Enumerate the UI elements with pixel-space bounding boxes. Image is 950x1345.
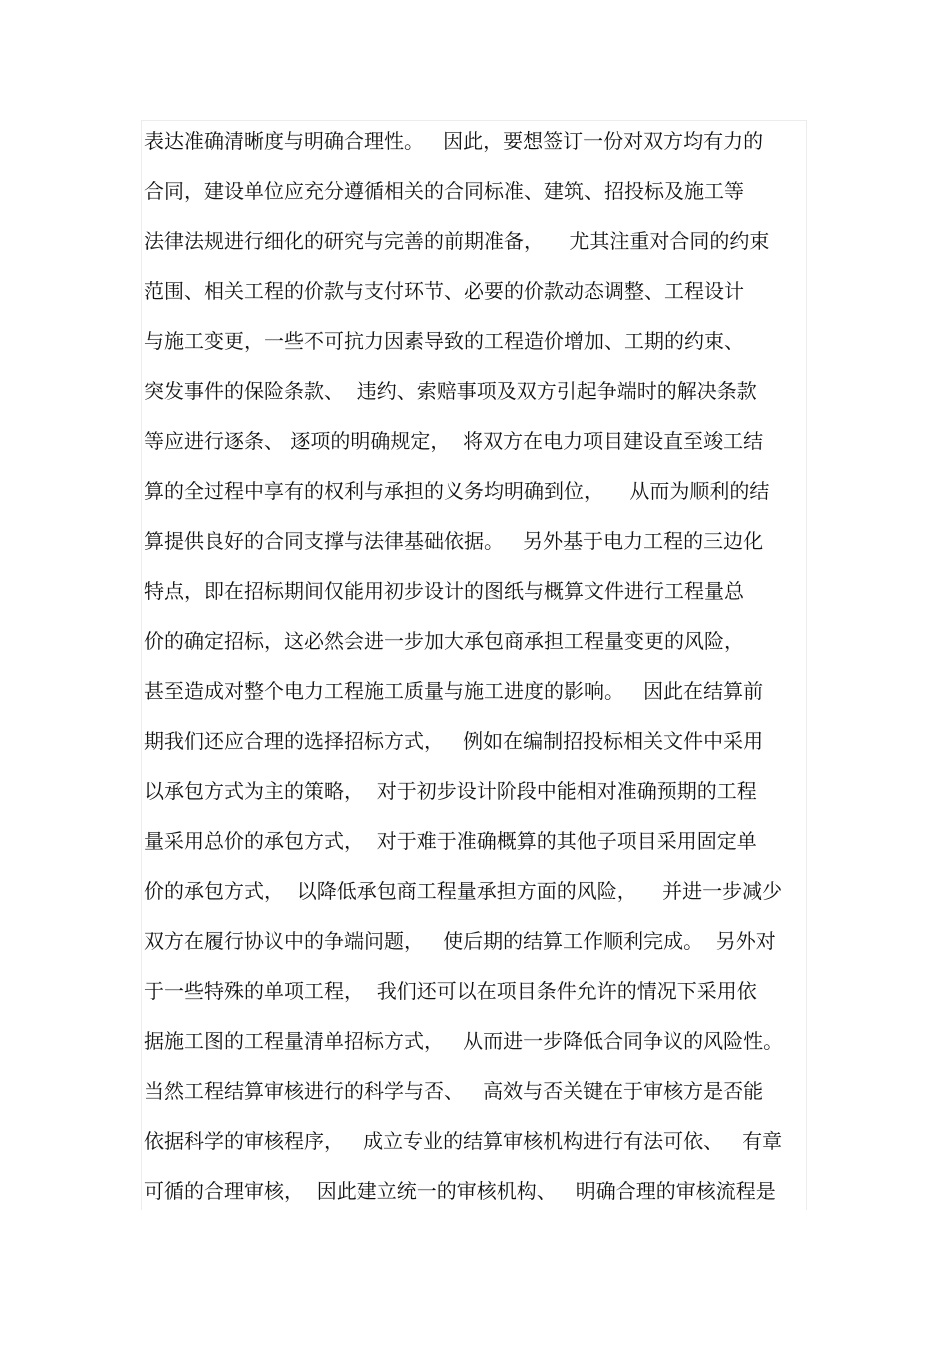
text-line: 突发事件的保险条款、 违约、索赔事项及双方引起争端时的解决条款 xyxy=(144,379,757,403)
text-line: 合同，建设单位应充分遵循相关的合同标准、建筑、招投标及施工等 xyxy=(144,179,744,203)
text-line: 算的全过程中享有的权利与承担的义务均明确到位， 从而为顺利的结 xyxy=(144,479,770,503)
text-line: 价的确定招标，这必然会进一步加大承包商承担工程量变更的风险， xyxy=(144,629,744,653)
text-line: 据施工图的工程量清单招标方式， 从而进一步降低合同争议的风险性。 xyxy=(144,1029,784,1053)
text-line: 等应进行逐条、 逐项的明确规定， 将双方在电力项目建设直至竣工结 xyxy=(144,429,764,453)
text-line: 与施工变更，一些不可抗力因素导致的工程造价增加、工期的约束、 xyxy=(144,329,744,353)
text-line: 以承包方式为主的策略， 对于初步设计阶段中能相对准确预期的工程 xyxy=(144,779,757,803)
text-line: 范围、相关工程的价款与支付环节、必要的价款动态调整、工程设计 xyxy=(144,279,744,303)
text-line: 可循的合理审核， 因此建立统一的审核机构、 明确合理的审核流程是 xyxy=(144,1179,776,1203)
text-line: 法律法规进行细化的研究与完善的前期准备， 尤其注重对合同的约束 xyxy=(144,229,770,253)
text-line: 期我们还应合理的选择招标方式， 例如在编制招投标相关文件中采用 xyxy=(144,729,764,753)
text-line: 算提供良好的合同支撑与法律基础依据。 另外基于电力工程的三边化 xyxy=(144,529,764,553)
text-line: 表达准确清晰度与明确合理性。 因此，要想签订一份对双方均有力的 xyxy=(144,129,764,153)
text-line: 特点，即在招标期间仅能用初步设计的图纸与概算文件进行工程量总 xyxy=(144,579,744,603)
text-line: 价的承包方式， 以降低承包商工程量承担方面的风险， 并进一步减少 xyxy=(144,879,783,903)
text-line: 依据科学的审核程序， 成立专业的结算审核机构进行有法可依、 有章 xyxy=(144,1129,783,1153)
text-line: 当然工程结算审核进行的科学与否、 高效与否关键在于审核方是否能 xyxy=(144,1079,764,1103)
text-line: 量采用总价的承包方式， 对于难于准确概算的其他子项目采用固定单 xyxy=(144,829,757,853)
text-line: 甚至造成对整个电力工程施工质量与施工进度的影响。 因此在结算前 xyxy=(144,679,764,703)
text-line: 双方在履行协议中的争端问题， 使后期的结算工作顺利完成。 另外对 xyxy=(144,929,776,953)
text-line: 于一些特殊的单项工程， 我们还可以在项目条件允许的情况下采用依 xyxy=(144,979,757,1003)
